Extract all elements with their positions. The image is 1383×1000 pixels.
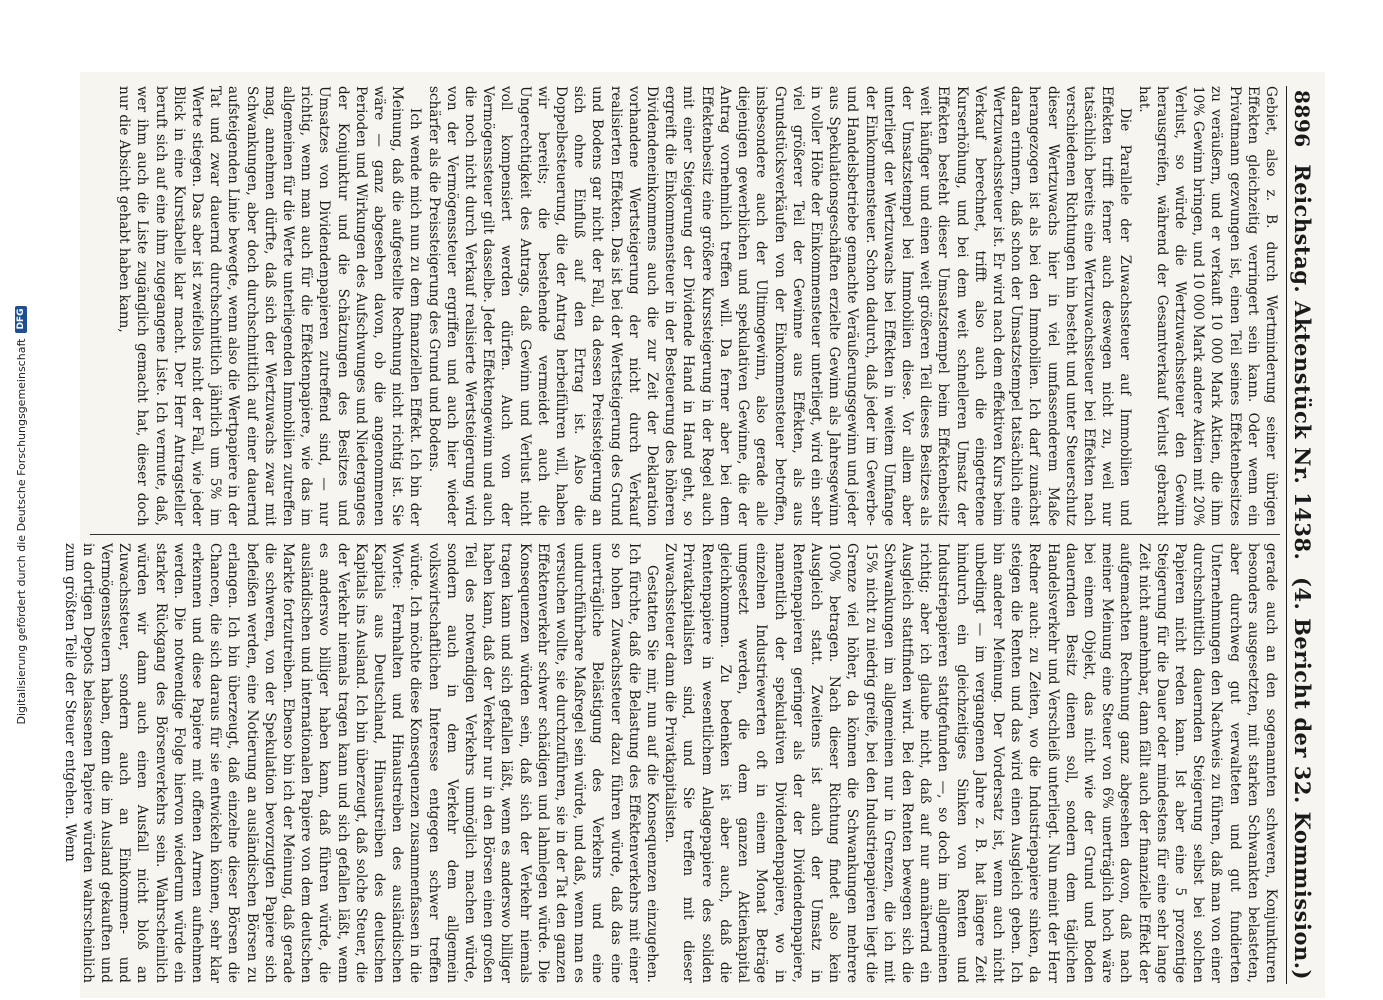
dfg-logo-icon: DFG [15, 306, 27, 333]
right-column [61, 543, 1280, 983]
paragraph: Ich wende mich nun zu dem finanziellen Effekt. Ich bin der Meinung, daß die aufgestellte Rechnung nicht richtig ist. Sie wäre — ganz abgesehen davon, ob die angenommenen Perioden und Wirkungen des Aufschwunges und Niederganges der Konjunktur und die Schätzungen des Besitzes und Umsatzes von Dividendenpapieren zutreffend sind, — nur richtig, wenn man auch für die Effektenpapiere, wie das im allgemeinen für die Werte unterliegenden Immobilien zutreffen mag, annehmen dürfte, daß sich der Wertzuwachs zwar mit Schwankungen, aber doch durchschnittlich auf einer dauernd aufsteigenden Linie bewegte, wenn also die Wertpapiere in der Tat und zwar dauernd durchschnittlich jährlich um 5% im Werte stiegen. Das aber ist zweifellos nicht der Fall, wie jeder Blick in eine Kurstabelle klar macht. Der Herr Antragsteller beruft sich auf eine ihm zugegangene Liste. Ich vermute, daß, wer ihm auch die Liste zugänglich gemacht hat, dieser doch nur die Absicht gehabt haben kann, [116, 86, 424, 526]
page-title: Reichstag. Aktenstück Nr. 1438. [1290, 164, 1315, 561]
page-number: 8896 [1290, 90, 1314, 148]
text-columns [61, 86, 1280, 984]
paragraph: Gestatten Sie mir, nun auf die Konsequenzen einzugehen. Ich fürchte, daß die Belastung des Effektenverkehrs mit einer so hohen Zuwachssteuer dazu führen würde, daß das eine unerträgliche Belästigung des Verkehrs und eine undurchführbare Maßregel sein würde, und daß, wenn man es versuchen wollte, sie durchzuführen, sie in der Tat den ganzen Effektenverkehr schwer schädigen und lahmlegen würde. Die Konsequenzen würden sein, daß sich der Verkehr niemals tragen kann und sich gefallen läßt, wenn es anderswo billiger haben kann, daß der Verkehr nur in den Börsen einen großen Teil des notwendigen Verkehrs unmöglich machen würde, sondern auch in dem Verkehr dem allgemein volkswirtschaftlichen Interesse entgegen schwer treffen würde. Ich möchte diese Konsequenzen zusammenfassen in die Worte: Fernhalten und Hinaustreiben des ausländischen Kapitals aus Deutschland, Hinaustreiben des deutschen Kapitals ins Ausland. Ich bin überzeugt, daß solche Steuer, die der Verkehr niemals tragen kann und sich gefallen läßt, wenn es anderswo billiger haben kann, daß führen würde, die ausländischen und internationalen Papiere von dem deutschen Markte fortzutreiben. Ebenso bin ich der Meinung, daß gerade die schweren, von der Spekulation bevorzugten Papiere sich befleißen werden, eine Notierung an ausländischen Börsen zu erlangen. Ich bin überzeugt, daß einzelne dieser Börsen die Chancen, die sich daraus für sie entwickeln können, sehr klar erkennen und diese Papiere mit offenen Armen aufnehmen werden. Die notwendige Folge hiervon wiederum würde ein starker Rückgang des Börsenverkehrs sein. Wahrscheinlich würden wir dann auch einen Ausfall nicht bloß an Zuwachssteuer, sondern auch an Einkommen- und Vermögenssteuern haben, denn die im Ausland gekauften und in dortigen Depots belassenen Papiere würden wahrscheinlich zum größten Teile der Steuer entgehen. Wenn [61, 543, 661, 983]
scanned-page [61, 72, 1325, 998]
page-content [61, 72, 1325, 998]
column-divider [90, 534, 1280, 535]
paragraph: Die Parallele der Zuwachssteuer auf Immobilien und Effekten trifft ferner auch deswegen nicht zu, weil nur tatsächlich bereits eine Wertzuwachssteuer bei Effekten nach verschiedenen Richtungen hin besteht und unter Steuerschutz dieser Wertzuwachs hier in viel umfassenderem Maße herangezogen ist als bei den Immobilien. Ich darf zunächst daran erinnern, daß schon der Umsatzstempel tatsächlich eine Wertzuwachssteuer ist. Er wird nach dem effektiven Kurs beim Verkauf berechnet, trifft also auch die eingetretene Kurserhöhung, und bei dem weit schnelleren Umsatz der Effekten besteht dieser Umsatzstempel beim Effektenbesitz weit häufiger und einen weit größeren Teil dieses Besitzes als der Umsatzstempel bei Immobilien diese. Vor allem aber unterliegt der Wertzuwachs bei Effekten in weitem Umfange der Einkommensteuer. Schon dadurch, daß jeder im Gewerbe- und Handelsbetriebe gemachte Veräußerungsgewinn und jeder aus Spekulationsgeschäften erzielte Gewinn als Jahresgewinn in voller Höhe der Einkommensteuer unterliegt, wird ein sehr viel größerer Teil der Gewinne aus Effekten, als aus Grundstücksverkäufen von der Einkommensteuer betroffen, insbesondere auch der Ultimogewinn, also gerade alle diejenigen gewerblichen und spekulativen Gewinne, die der Antrag vornehmlich treffen will. Da ferner aber bei dem Effektenbesitz eine größere Kurssteigerung in der Regel auch mit einer Steigerung der Dividende Hand in Hand geht, so ergreift die Einkommensteuer in der Besteuerung des höheren Dividendeneinkommens auch die zur Zeit der Deklaration vorhandene Wertsteigerung der nicht durch Verkauf realisierten Effekten. Das ist bei der Wertsteigerung des Grund und Bodens gar nicht der Fall, da dessen Preissteigerung an sich ohne Einfluß auf den Ertrag ist. Also die Doppelbesteuerung, die der Antrag herbeiführen will, haben wir bereits; die bestehende vermeidet auch die Ungerechtigkeit des Antrags, daß Gewinn und Verlust nicht voll kompensiert werden dürfen. Auch von der Vermögenssteuer gilt dasselbe. Jeder Effektengewinn und auch die noch nicht durch Verkauf realisierte Wertsteigerung wird von der Vermögenssteuer ergriffen und auch hier wieder schärfer als die Preissteigerung des Grund und Bodens. [425, 86, 1134, 526]
footer-credit [13, 0, 29, 1000]
page-header [1286, 86, 1317, 984]
credit-text: Digitalisierung gefördert durch die Deutsche Forschungsgemeinschaft [14, 338, 28, 725]
footer [0, 0, 30, 1000]
paragraph: Gebiet, also z. B. durch Wertminderung seiner übrigen Effekten gleichzeitig verringert sein kann. Oder wenn ein Privatmann gezwungen ist, einen Teil seines Effektenbesitzes zu veräußern, und er verkauft 10 000 Mark Aktien, die ihm 10% Gewinn bringen, und 10 000 Mark andere Aktien mit 20% Verlust, so würde die Wertzuwachssteuer den Gewinn herausgreifen, während der Gesamtverkauf Verlust gebracht hat. [1135, 86, 1279, 526]
paragraph: gerade auch an den sogenannten schweren, Konjunkturen besonders ausgesetzten, mit starken Schwankten belasteten, aber durchweg gut verwalteten und gut fundierten Unternehmungen den Nachweis zu führen, daß man von einer durchschnittlich dauernden Steigerung selbst bei solchen Papieren nicht reden kann. Ist aber eine 5 prozentige Steigerung für die Dauer oder mindestens für eine sehr lange Zeit nicht annehmbar, dann fällt auch der finanzielle Effekt der aufgemachten Rechnung ganz abgesehen davon, daß nach meiner Meinung eine Steuer von 6% unerträglich hoch wäre bei einem Objekt, das nicht wie der Grund und Boden dauernden Besitz dienen soll, sondern dem täglichen Handelsverkehr und Verschleiß unterliegt. Nun meint der Herr Redner auch: zu Zeiten, wo die Industriepapiere sinken, da steigen die Renten und das wird einen Ausgleich geben. Ich bin anderer Meinung. Der Vordersatz ist, wenn auch nicht unbedingt — im vergangenen Jahre z. B. hat längere Zeit hindurch ein gleichzeitiges Sinken von Renten und Industriepapieren stattgefunden —, so doch im allgemeinen richtig; aber ich glaube nicht, daß auf nur annähernd ein Ausgleich stattfinden wird. Bei den Renten bewegen sich die Schwankungen im allgemeinen nur in Grenzen, die ich mit 15% nicht zu niedrig greife, bei den Industriepapieren liegt die Grenze viel höher, da können die Schwankungen mehrere 100% betragen. Nach dieser Richtung findet also kein Ausgleich statt. Zweitens ist auch der Umsatz in Rentenpapieren geringer als der der Dividendenpapiere, namentlich der spekulativen Dividendenpapiere, wo in einzelnen Industriewerten oft in einem Monat Beträge umgesetzt werden, die dem ganzen Aktienkapital gleichkommen. Zu bedenken ist aber auch, daß die Rentenpapiere in wesentlichem Anlagepapiere des soliden Privatkapitalisten sind, und Sie treffen mit dieser Zuwachssteuer dann die Privatkapitalisten. [662, 543, 1279, 983]
page-subtitle: (4. Bericht der 32. Kommission.) [1290, 576, 1315, 980]
left-column [90, 86, 1280, 526]
